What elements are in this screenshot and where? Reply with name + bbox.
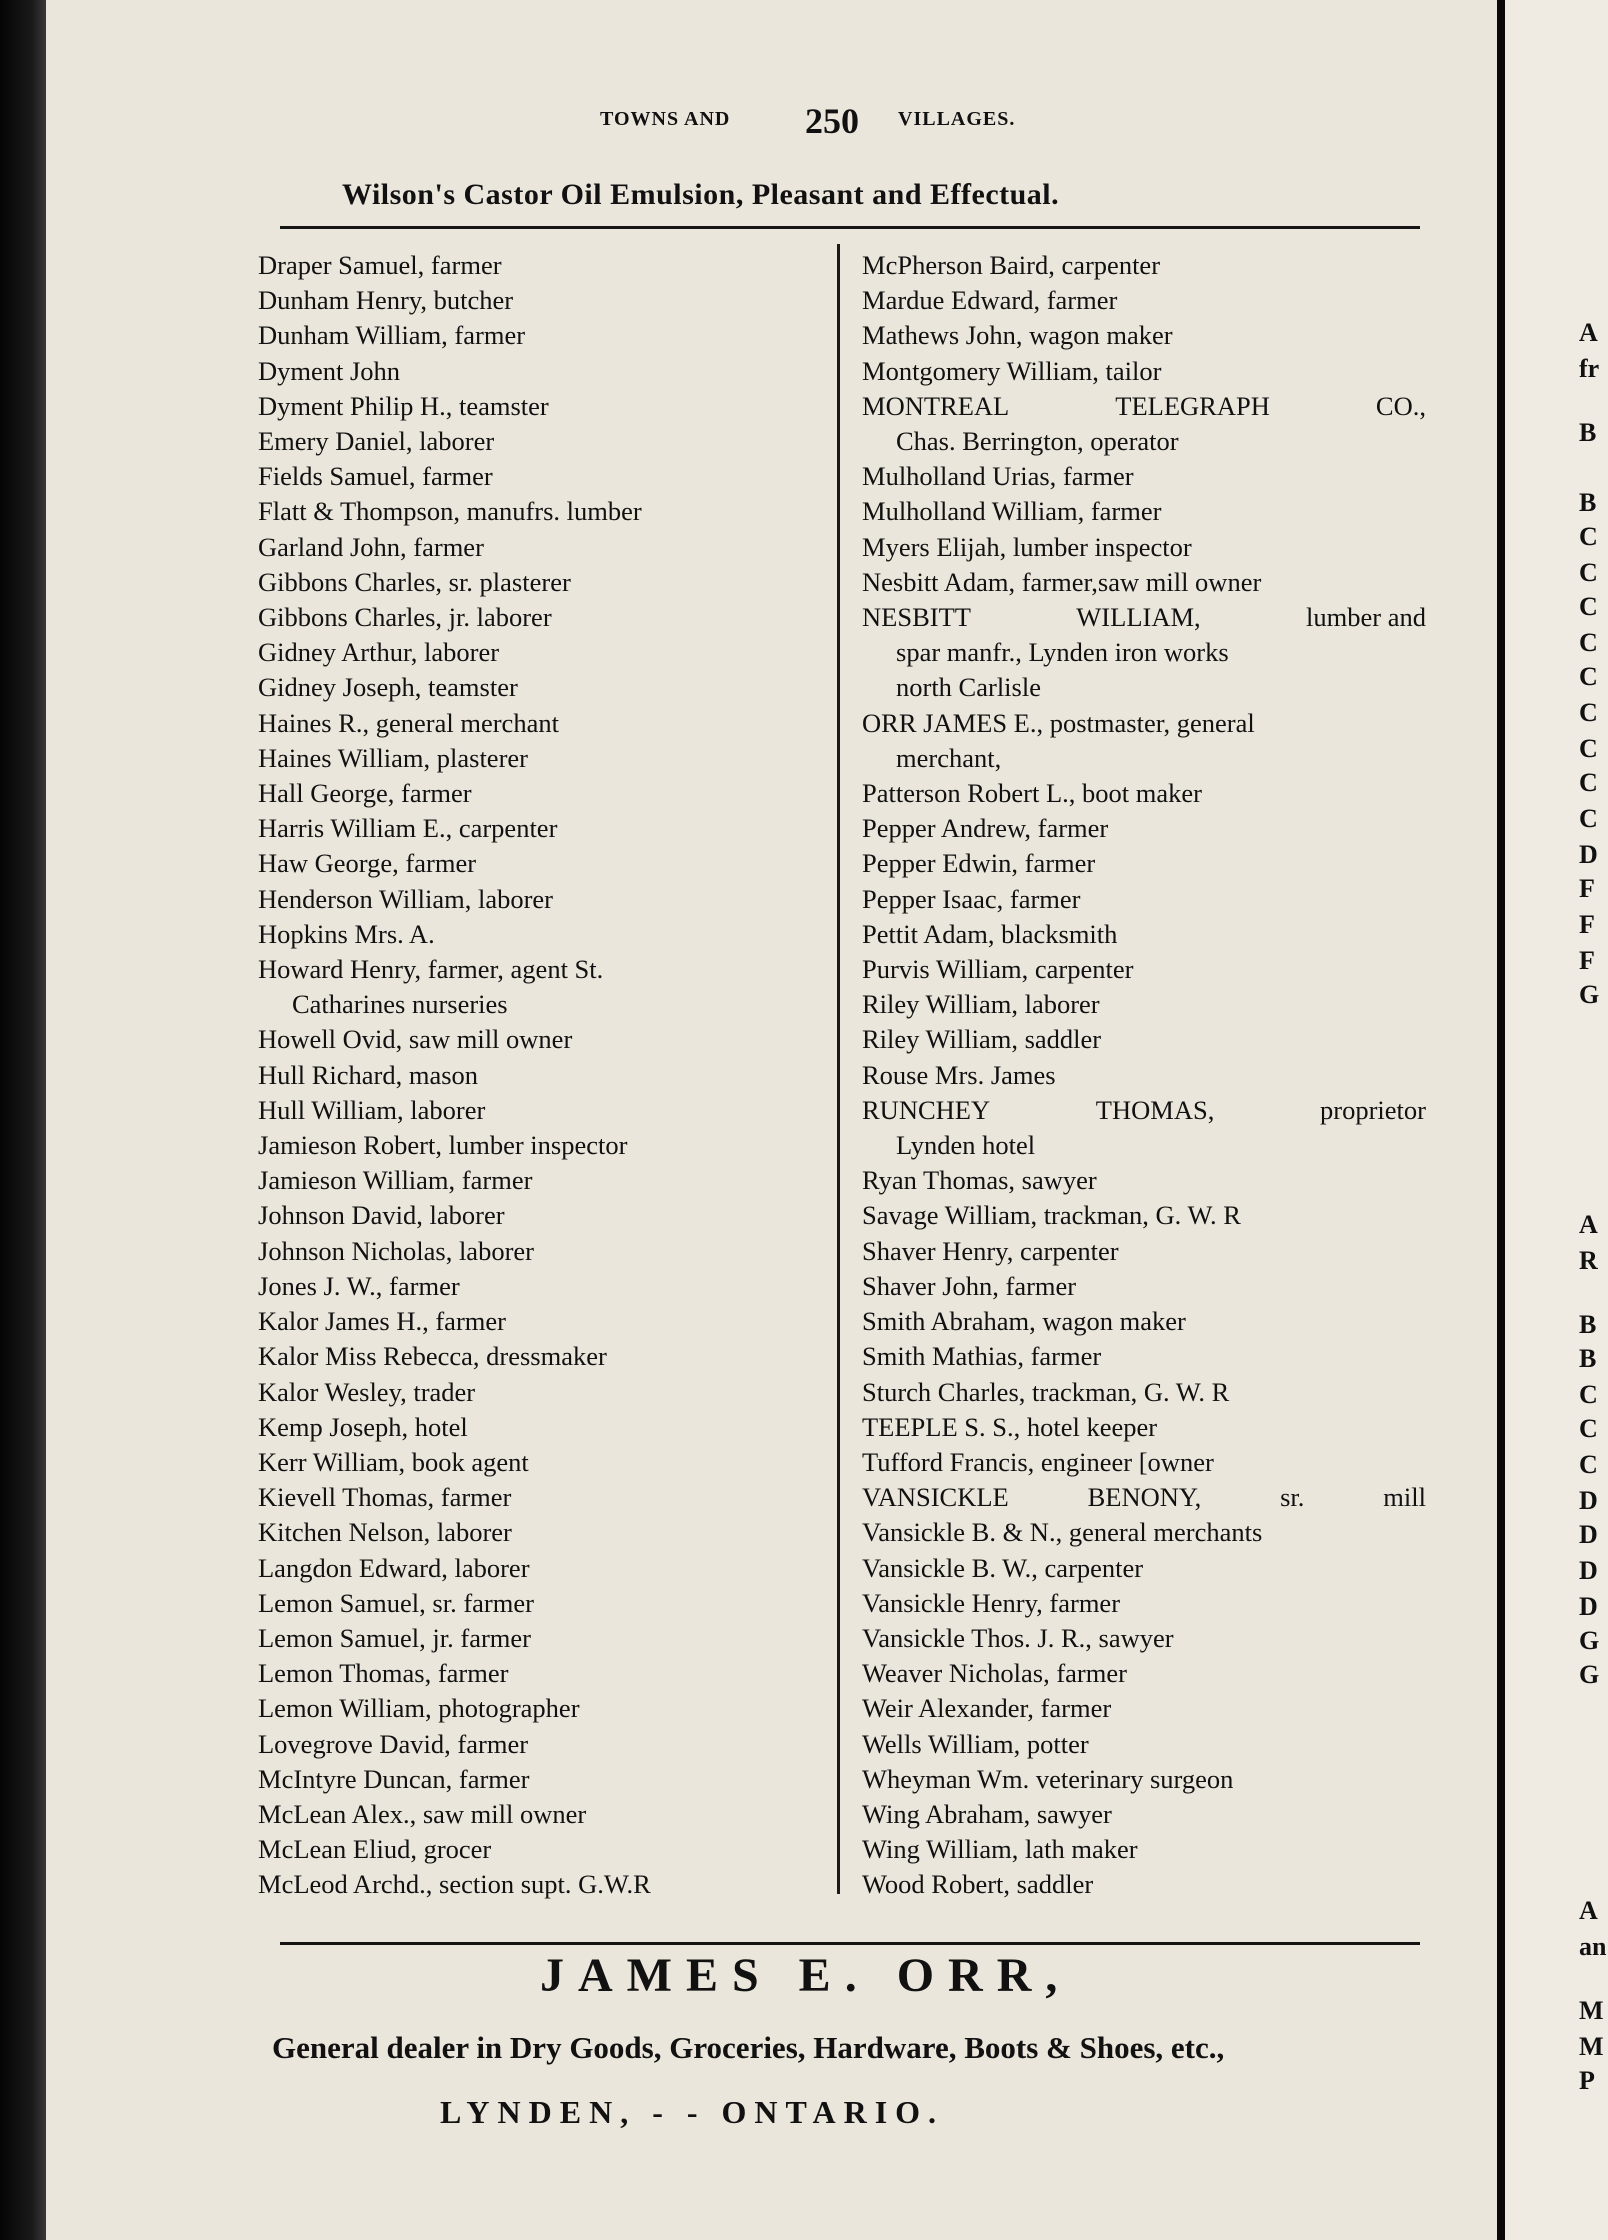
facing-page-fragment: D bbox=[1579, 1486, 1598, 1515]
entry-word: sr. bbox=[1280, 1482, 1305, 1513]
facing-page-fragment: B bbox=[1579, 488, 1597, 517]
directory-entry: Hall George, farmer bbox=[258, 778, 472, 809]
facing-page-fragment: C bbox=[1579, 592, 1598, 621]
directory-entry: Montgomery William, tailor bbox=[862, 355, 1162, 386]
directory-entry: Shaver John, farmer bbox=[862, 1270, 1077, 1301]
directory-entry: Pepper Isaac, farmer bbox=[862, 883, 1081, 914]
directory-entry: Garland John, farmer bbox=[258, 531, 484, 562]
facing-page-fragment: P bbox=[1579, 2066, 1595, 2095]
directory-entry: Vansickle Henry, farmer bbox=[862, 1587, 1121, 1618]
entry-word: lumber and bbox=[1306, 602, 1426, 633]
directory-entry: Kitchen Nelson, laborer bbox=[258, 1517, 512, 1548]
directory-entry: Mathews John, wagon maker bbox=[862, 320, 1173, 351]
facing-page-fragment: C bbox=[1579, 558, 1598, 587]
running-head-right: VILLAGES. bbox=[898, 108, 1016, 130]
directory-entry: Dyment John bbox=[258, 355, 401, 386]
directory-entry: McIntyre Duncan, farmer bbox=[258, 1763, 530, 1794]
advertisement-line: General dealer in Dry Goods, Groceries, Hardware, Boots & Shoes, etc., bbox=[272, 2030, 1225, 2065]
facing-page-fragment: C bbox=[1579, 734, 1598, 763]
directory-entry: Riley William, laborer bbox=[862, 989, 1100, 1020]
directory-entry: Wood Robert, saddler bbox=[862, 1869, 1094, 1900]
directory-entry: Langdon Edward, laborer bbox=[258, 1552, 530, 1583]
running-head-left: TOWNS AND bbox=[600, 108, 731, 130]
directory-entry: Sturch Charles, trackman, G. W. R bbox=[862, 1376, 1230, 1407]
directory-entry: Kerr William, book agent bbox=[258, 1446, 529, 1477]
facing-page-fragment: B bbox=[1579, 1310, 1597, 1339]
directory-entry: Haines William, plasterer bbox=[258, 742, 528, 773]
facing-page-fragment: C bbox=[1579, 1450, 1598, 1479]
directory-entry-justified bbox=[862, 600, 1432, 635]
directory-entry: Lynden hotel bbox=[896, 1130, 1036, 1161]
directory-entry: Lemon William, photographer bbox=[258, 1693, 580, 1724]
entry-word: VANSICKLE bbox=[862, 1482, 1009, 1513]
directory-entry: McLeod Archd., section supt. G.W.R bbox=[258, 1869, 651, 1900]
facing-page-fragment: an bbox=[1579, 1932, 1607, 1961]
directory-entry-justified bbox=[862, 1480, 1432, 1515]
directory-entry: Jones J. W., farmer bbox=[258, 1270, 460, 1301]
entry-word: mill bbox=[1383, 1482, 1426, 1513]
entry-word: WILLIAM, bbox=[1076, 602, 1201, 633]
directory-entry: Pettit Adam, blacksmith bbox=[862, 918, 1118, 949]
facing-page-fragment: C bbox=[1579, 804, 1598, 833]
entry-word: NESBITT bbox=[862, 602, 971, 633]
facing-page-fragment: B bbox=[1579, 418, 1597, 447]
directory-column-left bbox=[258, 248, 823, 1903]
directory-entry: Draper Samuel, farmer bbox=[258, 250, 502, 280]
directory-entry: Howard Henry, farmer, agent St. bbox=[258, 954, 604, 985]
directory-entry: Emery Daniel, laborer bbox=[258, 426, 495, 457]
bottom-rule bbox=[280, 1942, 1420, 1945]
column-divider bbox=[837, 244, 840, 1894]
directory-entry: Haw George, farmer bbox=[258, 848, 477, 879]
facing-page-fragment: C bbox=[1579, 662, 1598, 691]
entry-word: proprietor bbox=[1320, 1094, 1426, 1125]
top-rule bbox=[280, 226, 1420, 229]
directory-entry: Gidney Arthur, laborer bbox=[258, 637, 500, 668]
facing-page-fragment: M bbox=[1579, 2032, 1604, 2061]
directory-entry: Smith Abraham, wagon maker bbox=[862, 1306, 1186, 1337]
facing-page-fragment: A bbox=[1579, 1896, 1598, 1925]
directory-entry: Patterson Robert L., boot maker bbox=[862, 778, 1203, 809]
directory-entry: spar manfr., Lynden iron works bbox=[896, 637, 1229, 668]
facing-page-fragment: C bbox=[1579, 522, 1598, 551]
directory-entry: Lemon Samuel, sr. farmer bbox=[258, 1587, 534, 1618]
directory-entry: Hull Richard, mason bbox=[258, 1059, 479, 1090]
facing-page-fragment: C bbox=[1579, 768, 1598, 797]
facing-page-fragment: B bbox=[1579, 1344, 1597, 1373]
facing-page-fragment: G bbox=[1579, 1660, 1600, 1689]
page-number: 250 bbox=[805, 101, 859, 141]
facing-page-edge bbox=[1505, 0, 1608, 2240]
directory-entry: Johnson Nicholas, laborer bbox=[258, 1235, 534, 1266]
directory-entry: Pepper Edwin, farmer bbox=[862, 848, 1096, 879]
directory-entry: Nesbitt Adam, farmer,saw mill owner bbox=[862, 566, 1262, 597]
facing-page-fragment: G bbox=[1579, 1626, 1600, 1655]
directory-entry: Weir Alexander, farmer bbox=[862, 1693, 1112, 1724]
directory-entry: Gibbons Charles, jr. laborer bbox=[258, 602, 552, 633]
directory-entry: Gidney Joseph, teamster bbox=[258, 672, 518, 703]
directory-entry: Mulholland William, farmer bbox=[862, 496, 1162, 527]
directory-entry: Lovegrove David, farmer bbox=[258, 1728, 529, 1759]
directory-entry: Jamieson William, farmer bbox=[258, 1165, 533, 1196]
facing-page-fragment: D bbox=[1579, 1592, 1598, 1621]
directory-entry: Wells William, potter bbox=[862, 1728, 1089, 1759]
entry-word: MONTREAL bbox=[862, 390, 1010, 421]
directory-entry-justified bbox=[862, 1093, 1432, 1128]
directory-entry: Weaver Nicholas, farmer bbox=[862, 1658, 1127, 1689]
directory-entry: McLean Eliud, grocer bbox=[258, 1834, 492, 1865]
advertisement-city: LYNDEN, - - ONTARIO. bbox=[440, 2094, 945, 2130]
banner-advertisement: Wilson's Castor Oil Emulsion, Pleasant and Effectual. bbox=[342, 178, 1060, 211]
entry-word: TELEGRAPH bbox=[1115, 390, 1270, 421]
directory-entry: Kalor Miss Rebecca, dressmaker bbox=[258, 1341, 607, 1372]
directory-entry: Smith Mathias, farmer bbox=[862, 1341, 1102, 1372]
entry-word: BENONY, bbox=[1087, 1482, 1202, 1513]
directory-entry: Vansickle Thos. J. R., sawyer bbox=[862, 1622, 1174, 1653]
directory-entry: Rouse Mrs. James bbox=[862, 1059, 1056, 1090]
directory-entry: Purvis William, carpenter bbox=[862, 954, 1134, 985]
directory-entry: ORR JAMES E., postmaster, general bbox=[862, 707, 1255, 738]
directory-entry: Howell Ovid, saw mill owner bbox=[258, 1024, 573, 1055]
directory-entry: Wing Abraham, sawyer bbox=[862, 1798, 1112, 1829]
directory-entry: Pepper Andrew, farmer bbox=[862, 813, 1109, 844]
directory-entry: Mardue Edward, farmer bbox=[862, 285, 1118, 316]
directory-entry: Harris William E., carpenter bbox=[258, 813, 558, 844]
facing-page-fragment: D bbox=[1579, 1520, 1598, 1549]
directory-entry: Hopkins Mrs. A. bbox=[258, 918, 435, 949]
book-gutter-shadow bbox=[0, 0, 46, 2240]
facing-page-fragment: G bbox=[1579, 980, 1600, 1009]
facing-page-fragment: C bbox=[1579, 1414, 1598, 1443]
facing-page-fragment: C bbox=[1579, 628, 1598, 657]
directory-entry: Vansickle B. W., carpenter bbox=[862, 1552, 1144, 1583]
directory-entry: McPherson Baird, carpenter bbox=[862, 250, 1161, 280]
directory-entry: Hull William, laborer bbox=[258, 1094, 486, 1125]
directory-entry: Catharines nurseries bbox=[292, 989, 508, 1020]
directory-entry: Myers Elijah, lumber inspector bbox=[862, 531, 1192, 562]
directory-entry: Kemp Joseph, hotel bbox=[258, 1411, 468, 1442]
directory-entry: Tufford Francis, engineer [owner bbox=[862, 1446, 1214, 1477]
directory-entry: Jamieson Robert, lumber inspector bbox=[258, 1130, 628, 1161]
directory-entry: Ryan Thomas, sawyer bbox=[862, 1165, 1097, 1196]
directory-entry: Kievell Thomas, farmer bbox=[258, 1482, 512, 1513]
directory-entry: Kalor James H., farmer bbox=[258, 1306, 506, 1337]
directory-entry: north Carlisle bbox=[896, 672, 1041, 703]
facing-page-fragment: A bbox=[1579, 1210, 1598, 1239]
directory-entry: Haines R., general merchant bbox=[258, 707, 559, 738]
directory-entry: Riley William, saddler bbox=[862, 1024, 1102, 1055]
directory-entry: Henderson William, laborer bbox=[258, 883, 554, 914]
directory-entry: Wing William, lath maker bbox=[862, 1834, 1138, 1865]
directory-entry: Kalor Wesley, trader bbox=[258, 1376, 476, 1407]
directory-entry: Dyment Philip H., teamster bbox=[258, 390, 549, 421]
directory-entry: McLean Alex., saw mill owner bbox=[258, 1798, 587, 1829]
facing-page-fragment: fr bbox=[1579, 354, 1600, 383]
facing-page-fragment: D bbox=[1579, 1556, 1598, 1585]
directory-entry: Mulholland Urias, farmer bbox=[862, 461, 1134, 492]
directory-entry-justified bbox=[862, 389, 1432, 424]
facing-page-fragment: F bbox=[1579, 946, 1595, 975]
facing-page-fragment: D bbox=[1579, 840, 1598, 869]
facing-page-fragment: C bbox=[1579, 698, 1598, 727]
directory-entry: Flatt & Thompson, manufrs. lumber bbox=[258, 496, 642, 527]
directory-column-right bbox=[862, 248, 1432, 1903]
directory-entry: Johnson David, laborer bbox=[258, 1200, 505, 1231]
directory-entry: Wheyman Wm. veterinary surgeon bbox=[862, 1763, 1234, 1794]
directory-entry: Vansickle B. & N., general merchants bbox=[862, 1517, 1263, 1548]
facing-page-fragment: C bbox=[1579, 1380, 1598, 1409]
entry-word: CO., bbox=[1375, 390, 1426, 421]
entry-word: RUNCHEY bbox=[862, 1094, 991, 1125]
directory-entry: Savage William, trackman, G. W. R bbox=[862, 1200, 1241, 1231]
facing-page-fragment: R bbox=[1579, 1246, 1598, 1275]
directory-entry: Chas. Berrington, operator bbox=[896, 426, 1179, 457]
facing-page-fragment: M bbox=[1579, 1996, 1604, 2025]
directory-entry: Dunham Henry, butcher bbox=[258, 285, 514, 316]
facing-page-fragment: F bbox=[1579, 910, 1595, 939]
directory-entry: Lemon Thomas, farmer bbox=[258, 1658, 509, 1689]
directory-entry: Dunham William, farmer bbox=[258, 320, 526, 351]
directory-entry: Shaver Henry, carpenter bbox=[862, 1235, 1119, 1266]
directory-entry: Gibbons Charles, sr. plasterer bbox=[258, 566, 571, 597]
facing-page-fragment: F bbox=[1579, 874, 1595, 903]
directory-entry: Fields Samuel, farmer bbox=[258, 461, 493, 492]
directory-entry: Lemon Samuel, jr. farmer bbox=[258, 1622, 532, 1653]
entry-word: THOMAS, bbox=[1095, 1094, 1215, 1125]
directory-entry: TEEPLE S. S., hotel keeper bbox=[862, 1411, 1158, 1442]
advertisement-name: JAMES E. ORR, bbox=[540, 1949, 1072, 2002]
page-gutter bbox=[1497, 0, 1505, 2240]
directory-entry: merchant, bbox=[896, 742, 1002, 773]
facing-page-fragment: A bbox=[1579, 318, 1598, 347]
